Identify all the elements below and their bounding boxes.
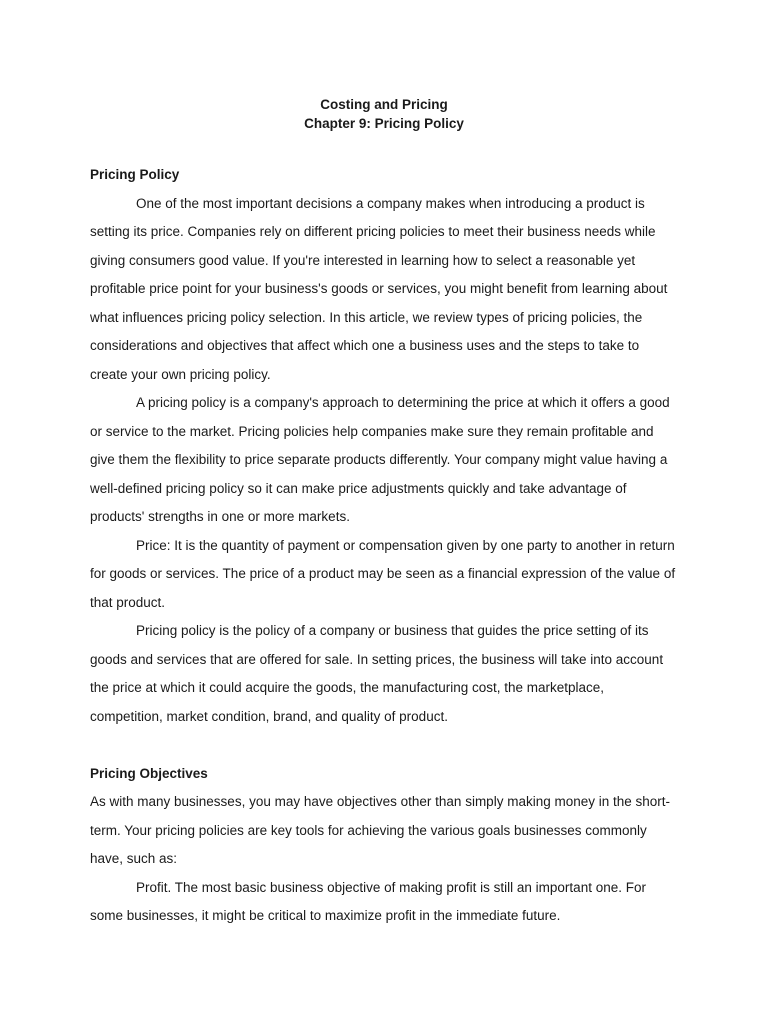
section-pricing-objectives <box>90 760 678 931</box>
section-heading: Pricing Objectives <box>90 765 208 781</box>
paragraph: Profit. The most basic business objective of making profit is still an important one. For some businesses, it might be critical to maximize profit in the immediate future. <box>90 879 646 923</box>
title-block <box>90 95 678 133</box>
section-pricing-policy <box>90 161 678 731</box>
paragraph: Pricing policy is the policy of a company or business that guides the price setting of its goods and services that are offered for sale. In setting prices, the business will take into account the price at which it could acquire the goods, the manufacturing cost, the marketplace, competition, market condition, brand, and quality of product. <box>90 623 664 724</box>
section-spacer <box>90 731 678 760</box>
paragraph: A pricing policy is a company's approach to determining the price at which it offers a good or service to the market. Pricing policies help companies make sure they remain profitable and give them the flexibility to price separate products differently. Your company might value having a well-defined pricing policy so it can make price adjustments quickly and take advantage of products' strengths in one or more markets. <box>90 395 670 524</box>
section-heading: Pricing Policy <box>90 167 180 182</box>
chapter-title: Chapter 9: Pricing Policy <box>304 116 464 131</box>
paragraph: One of the most important decisions a company makes when introducing a product is setting its price. Companies rely on different pricing policies to meet their business needs while giving consumers good value. If you're interested in learning how to select a reasonable yet profitable price point for your business's goods or services, you might benefit from learning about what influences pricing policy selection. In this article, we review types of pricing policies, the considerations and objectives that affect which one a business uses and the steps to take to create your own pricing policy. <box>90 195 668 382</box>
paragraph: Price: It is the quantity of payment or compensation given by one party to another in return for goods or services. The price of a product may be seen as a financial expression of the value of that product. <box>90 537 676 610</box>
paragraph-intro: As with many businesses, you may have objectives other than simply making money in the short-term. Your pricing policies are key tools for achieving the various goals businesses commonly have, such as: <box>90 794 671 866</box>
document-title: Costing and Pricing <box>320 97 448 112</box>
